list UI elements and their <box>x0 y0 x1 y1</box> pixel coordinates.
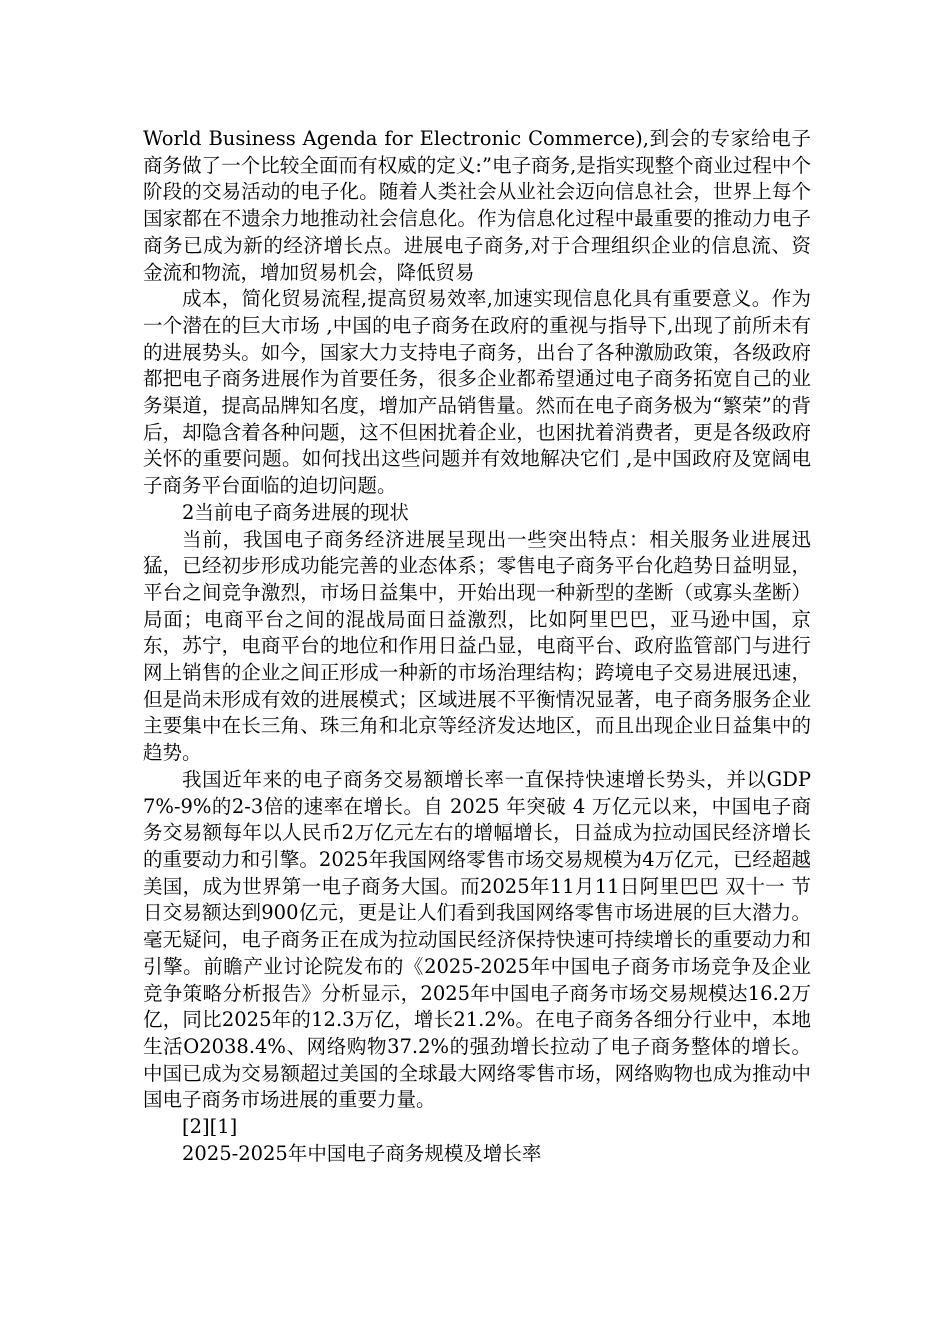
document-body <box>143 126 811 1167</box>
section-heading: 2当前电子商务进展的现状 <box>182 500 409 524</box>
paragraph-growth: 我国近年来的电子商务交易额增长率一直保持快速增长势头，并以GDP7%-9%的2-3倍的速率在增长。自 2025 年突破 4 万亿元以来，中国电子商务交易额每年以人民币2万亿元左右的增幅增长，日益成为拉动国民经济增长的重要动力和引擎。2025年我国网络零售市场交易规模为4万亿元，已经超越美国，成为世界第一电子商务大国。而2025年11月11日阿里巴巴 双十一 节日交易额达到900亿元，更是让人们看到我国网络零售市场进展的巨大潜力。毫无疑问，电子商务正在成为拉动国民经济保持快速可持续增长的重要动力和引擎。前瞻产业讨论院发布的《2025-2025年中国电子商务市场竞争及企业竞争策略分析报告》分析显示，2025年中国电子商务市场交易规模达16.2万亿，同比2025年的12.3万亿，增长21.2%。在电子商务各细分行业中，本地生活O2038.4%、网络购物37.2%的强劲增长拉动了电子商务整体的增长。中国已成为交易额超过美国的全球最大网络零售市场，网络购物也成为推动中国电子商务市场进展的重要力量。 <box>143 767 811 1112</box>
paragraph-current-status: 当前，我国电子商务经济进展呈现出一些突出特点：相关服务业进展迅猛，已经初步形成功能完善的业态体系；零售电子商务平台化趋势日益明显，平台之间竞争激烈，市场日益集中，开始出现一种新型的垄断（或寡头垄断）局面；电商平台之间的混战局面日益激烈，比如阿里巴巴，亚马逊中国，京东，苏宁，电商平台的地位和作用日益凸显，电商平台、政府监管部门与进行网上销售的企业之间正形成一种新的市场治理结构；跨境电子交易进展迅速，但是尚未形成有效的进展模式；区域进展不平衡情况显著，电子商务服务企业主要集中在长三角、珠三角和北京等经济发达地区，而且出现企业日益集中的趋势。 <box>143 527 811 765</box>
reference-marks: [2][1] <box>182 1115 238 1139</box>
paragraph-definition: World Business Agenda for Electronic Commerce),到会的专家给电子商务做了一个比较全面而有权威的定义:”电子商务,是指实现整个商业过程中个阶段的交易活动的电子化。随着人类社会从业社会迈向信息社会，世界上每个国家都在不遗余力地推动社会信息化。作为信息化过程中最重要的推动力电子商务已成为新的经济增长点。进展电子商务,对于合理组织企业的信息流、资金流和物流，增加贸易机会，降低贸易 <box>143 127 811 284</box>
paragraph-significance: 成本，简化贸易流程,提高贸易效率,加速实现信息化具有重要意义。作为一个潜在的巨大市场 ,中国的电子商务在政府的重视与指导下,出现了前所未有的进展势头。如今，国家大力支持电子商务，出台了各种激励政策，各级政府都把电子商务进展作为首要任务，很多企业都希望通过电子商务拓宽自己的业务渠道，提高品牌知名度，增加产品销售量。然而在电子商务极为“繁荣”的背后，却隐含着各种问题，这不但困扰着企业，也困扰着消费者，更是各级政府关怀的重要问题。如何找出这些问题并有效地解决它们 ,是中国政府及宽阔电子商务平台面临的迫切问题。 <box>143 287 811 498</box>
figure-caption: 2025-2025年中国电子商务规模及增长率 <box>182 1141 542 1165</box>
